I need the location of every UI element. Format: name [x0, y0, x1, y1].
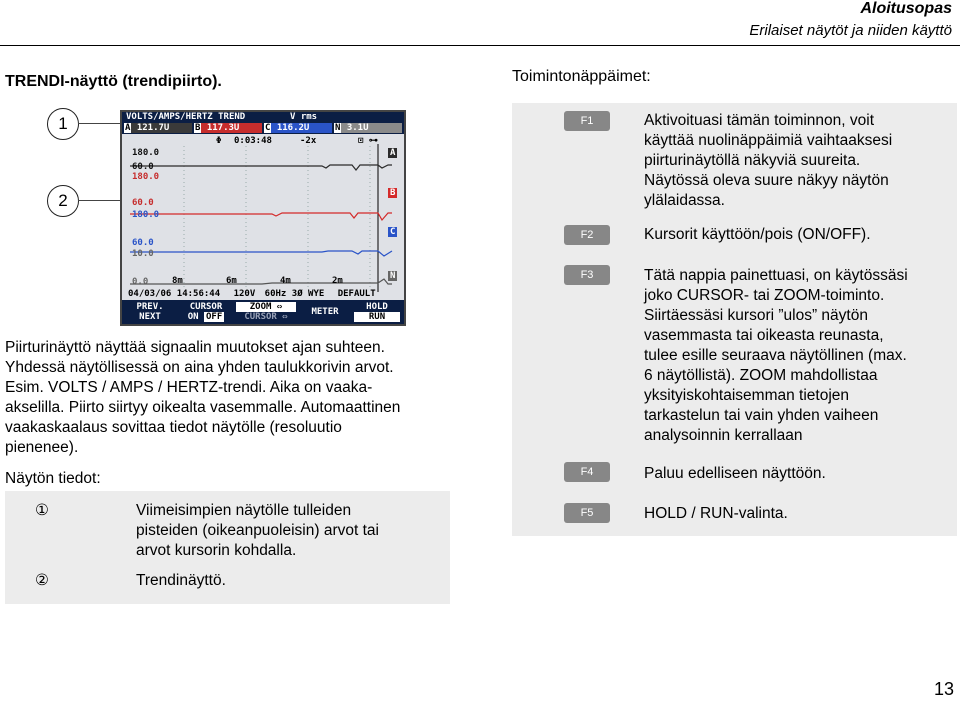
softkey-f2-title: CURSOR [189, 302, 223, 312]
time-label: 8m [172, 276, 183, 286]
page-subtitle: Erilaiset näytöt ja niiden käyttö [749, 22, 952, 39]
info-text-2 [136, 571, 436, 591]
axis-label: 0.0 [132, 277, 149, 287]
phase-icon: Φ [216, 136, 222, 146]
key-line: ylälaidassa. [644, 192, 725, 209]
status-config: 3Ø WYE [291, 289, 325, 299]
trace-n [130, 279, 392, 284]
info-line: Trendinäyttö. [136, 572, 226, 589]
reading-b-value: 117.3U [206, 123, 240, 133]
softkey-f3-zoom: ZOOM ⇔ [236, 302, 296, 312]
softkey-bar [122, 300, 404, 324]
softkey-f4[interactable]: METER [311, 307, 339, 317]
reading-n [334, 123, 402, 133]
info-line: pisteiden (oikeanpuoleisin) arvot tai [136, 522, 379, 539]
key-f4: F4 [564, 462, 610, 482]
guide-title: Aloitusopas [860, 0, 952, 17]
reading-a-value: 121.7U [136, 123, 170, 133]
time-label: 4m [280, 276, 291, 286]
key-f5: F5 [564, 503, 610, 523]
reading-n-channel: N [335, 123, 341, 133]
time-label: 6m [226, 276, 237, 286]
key-line: Aktivoituasi tämän toiminnon, voit [644, 112, 875, 129]
screen-mode: V rms [290, 112, 318, 122]
description-line: akselilla. Piirto siirtyy oikealta vasemmalle. Automaattinen [5, 399, 401, 416]
reading-b [194, 123, 262, 133]
axis-label: 60.0 [132, 238, 154, 248]
key-line: vasemmasta tai oikeasta reunasta, [644, 327, 884, 344]
description-line: Yhdessä näytöllisessä on aina yhden taulukkorivin arvot. [5, 359, 394, 376]
axis-label: 60.0 [132, 198, 154, 208]
key-line: tarkastelun tai vain yhden vaiheen [644, 407, 879, 424]
softkey-f3-cursor: CURSOR ⇔ [244, 312, 288, 322]
key-line: joko CURSOR- tai ZOOM-toiminto. [644, 287, 885, 304]
key-f2: F2 [564, 225, 610, 245]
trace-tag-b: B [390, 188, 396, 198]
info-line: Viimeisimpien näytölle tulleiden [136, 502, 352, 519]
softkey-f1-line1: PREV. [136, 302, 164, 312]
reading-a [124, 123, 192, 133]
status-date: 04/03/06 [128, 289, 172, 299]
key-line: Näytössä oleva suure näkyy näytön [644, 172, 889, 189]
softkey-f3[interactable] [236, 302, 296, 322]
trend-screen [120, 110, 406, 326]
key-f1: F1 [564, 111, 610, 131]
info-title: Näytön tiedot: [5, 470, 101, 487]
key-line: Paluu edelliseen näyttöön. [644, 465, 826, 482]
reading-c-channel: C [265, 123, 271, 133]
key-line: Kursorit käyttöön/pois (ON/OFF). [644, 226, 871, 243]
key-f5-description [644, 504, 944, 524]
softkey-f1-line2: NEXT [139, 312, 161, 322]
reading-a-channel: A [125, 123, 131, 133]
axis-label: 180.0 [132, 210, 160, 220]
key-f4-description [644, 464, 944, 484]
key-f1-description [644, 111, 944, 211]
description-paragraph [5, 338, 453, 458]
controls-title: Toimintonäppäimet: [512, 68, 651, 85]
key-f3-description [644, 266, 944, 446]
softkey-f2-off: OFF [206, 312, 223, 322]
softkey-f5[interactable] [354, 302, 400, 322]
key-line: käyttää nuolinäppäimiä vaihtaaksesi [644, 132, 893, 149]
info-text-1 [136, 501, 436, 561]
softkey-f5-hold: HOLD [366, 302, 388, 312]
trend-plot [122, 134, 404, 300]
info-line: arvot kursorin kohdalla. [136, 542, 297, 559]
trace-tag-a: A [390, 148, 396, 158]
callout-2: 2 [47, 185, 79, 217]
reading-n-value: 3.1U [346, 123, 369, 133]
key-line: yksityiskohtaisemman tietojen [644, 387, 850, 404]
status-time: 14:56:44 [176, 289, 221, 299]
description-line: Esim. VOLTS / AMPS / HERTZ-trendi. Aika on vaaka- [5, 379, 373, 396]
axis-label: 180.0 [132, 172, 160, 182]
axis-label: 60.0 [132, 162, 154, 172]
reading-c [264, 123, 332, 133]
info-marker-1: ① [35, 502, 49, 519]
callout-1: 1 [47, 108, 79, 140]
trace-tag-n: N [390, 271, 396, 281]
key-line: HOLD / RUN-valinta. [644, 505, 788, 522]
trace-b [130, 213, 392, 220]
page-number: 13 [933, 679, 954, 699]
description-line: Piirturinäyttö näyttää signaalin muutokset ajan suhteen. [5, 339, 385, 356]
reading-c-value: 116.2U [276, 123, 310, 133]
key-f2-description [644, 225, 944, 245]
reading-b-channel: B [195, 123, 201, 133]
softkey-f2-on: ON [187, 312, 199, 322]
key-line: tulee esille seuraava näytöllinen (max. [644, 347, 907, 364]
screen-title: VOLTS/AMPS/HERTZ TREND [126, 112, 246, 122]
zoom-level: -2x [300, 136, 317, 146]
key-line: 6 näytöllistä). ZOOM mahdollistaa [644, 367, 878, 384]
time-label: 2m [332, 276, 343, 286]
trace-a [130, 165, 392, 170]
callout-1-pointer [78, 123, 121, 124]
header-divider [0, 45, 960, 46]
trace-tag-c: C [390, 227, 396, 237]
description-line: pienenee). [5, 439, 79, 456]
axis-label: 10.0 [132, 249, 154, 259]
key-line: piirturinäytöllä näkyviä suureita. [644, 152, 861, 169]
status-frequency: 60Hz [264, 289, 287, 299]
key-line: Tätä nappia painettuasi, on käytössäsi [644, 267, 908, 284]
status-line [128, 289, 376, 299]
status-preset: DEFAULT [337, 289, 376, 299]
callout-2-pointer [78, 200, 121, 201]
key-line: Siirtäessäsi kursori ”ulos” näytön [644, 307, 868, 324]
power-icon: ⊡ ⊶ [358, 136, 378, 146]
softkey-f1[interactable] [124, 302, 176, 322]
elapsed-time: 0:03:48 [234, 136, 272, 146]
screen-header [122, 112, 404, 134]
info-marker-2: ② [35, 572, 49, 589]
key-f3: F3 [564, 265, 610, 285]
status-voltage: 120V [233, 289, 256, 299]
axis-label: 180.0 [132, 148, 160, 158]
info-box [5, 491, 450, 604]
trace-c [130, 251, 392, 256]
softkey-f5-run: RUN [354, 312, 400, 322]
description-line: vaakaskaalaus sovittaa tiedot näytölle (resoluutio [5, 419, 342, 436]
softkey-f2[interactable] [180, 302, 232, 322]
section-title: TRENDI-näyttö (trendipiirto). [5, 73, 222, 90]
key-line: analysoinnin kerrallaan [644, 427, 803, 444]
